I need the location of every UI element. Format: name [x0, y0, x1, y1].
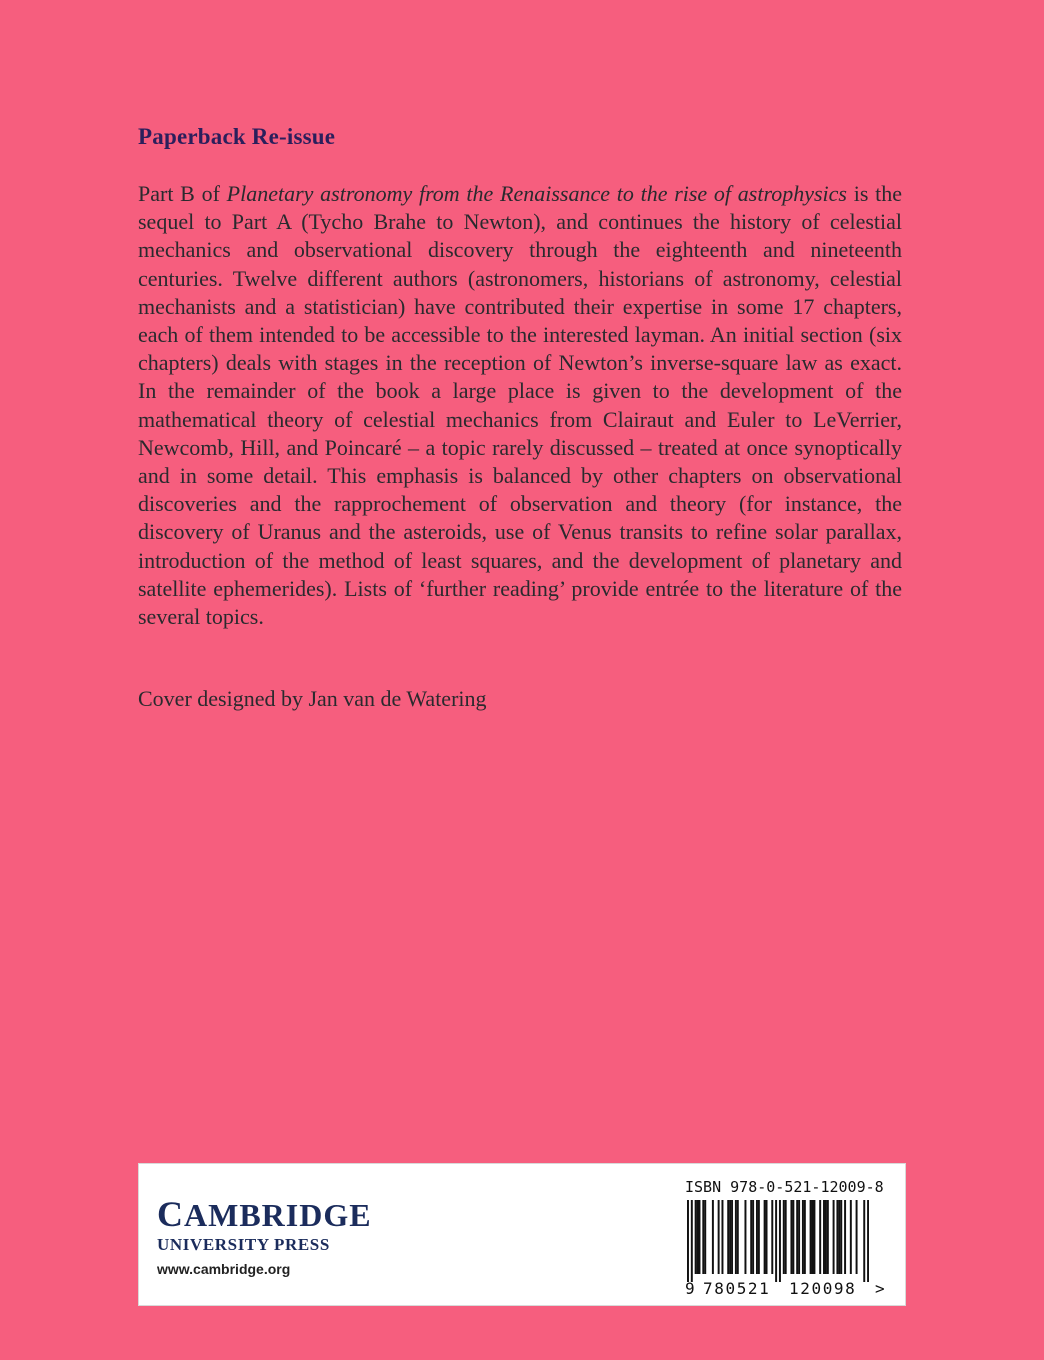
- publisher-logo: [157, 1194, 372, 1277]
- barcode-bar: [856, 1200, 858, 1274]
- description-body: is the sequel to Part A (Tycho Brahe to Newton), and continues the history of celestial mechanics and observational discovery through the eighteenth and nineteenth centuries. Twelve different authors (astronomers, historians of astronomy, celestial mechanists and a statistician) have contributed their expertise in some 17 chapters, each of them intended to be accessible to the interested layman. An initial section (six chapters) deals with stages in the reception of Newton’s inverse-square law as exact. In the remainder of the book a large place is given to the development of the mathematical theory of celestial mechanics from Clairaut and Euler to LeVerrier, Newcomb, Hill, and Poincaré – a topic rarely discussed – treated at once synoptically and in some detail. This emphasis is balanced by other chapters on observational discoveries and the rapprochement of observation and theory (for instance, the discovery of Uranus and the asteroids, use of Venus transits to refine solar parallax, introduction of the method of least squares, and the development of planetary and satellite ephemerides). Lists of ‘further reading’ provide entrée to the literature of the several topics.: [138, 181, 902, 630]
- barcode-digit-group-right: 120098: [789, 1279, 857, 1298]
- section-heading: Paperback Re-issue: [138, 124, 336, 149]
- barcode-bar: [804, 1200, 806, 1274]
- barcode-bar: [819, 1200, 821, 1274]
- barcode-bar: [691, 1200, 693, 1282]
- barcode-bar: [867, 1200, 869, 1282]
- barcode-bar: [771, 1200, 773, 1274]
- barcode-bar: [750, 1200, 752, 1274]
- barcode-digits: [685, 1279, 890, 1301]
- barcode-bar: [796, 1200, 798, 1274]
- cover-credit: Cover designed by Jan van de Watering: [138, 686, 487, 711]
- barcode-bar: [727, 1200, 729, 1274]
- publisher-url: www.cambridge.org: [157, 1261, 291, 1277]
- barcode-bar: [756, 1200, 758, 1274]
- barcode-bar: [752, 1200, 754, 1274]
- publisher-barcode-panel: [138, 1163, 906, 1306]
- barcode-bar: [844, 1200, 846, 1274]
- barcode-end-mark: >: [875, 1279, 885, 1298]
- barcode-bar: [863, 1200, 865, 1282]
- barcode-digit-lead: 9: [685, 1279, 695, 1298]
- barcode-bar: [712, 1200, 714, 1274]
- barcode-bar: [825, 1200, 827, 1274]
- barcode-bar: [779, 1200, 781, 1282]
- barcode-bar: [823, 1200, 825, 1274]
- barcode-bar: [687, 1200, 689, 1282]
- barcode-bar: [813, 1200, 815, 1274]
- barcode-bar: [766, 1200, 768, 1274]
- book-title: Planetary astronomy from the Renaissance to the rise of astrophysics: [226, 181, 847, 206]
- barcode-bar: [702, 1200, 704, 1274]
- barcode-bar: [744, 1200, 746, 1274]
- barcode-icon: [687, 1200, 869, 1282]
- barcode-bar: [698, 1200, 700, 1274]
- barcode-bar: [850, 1200, 852, 1274]
- barcode-bar: [827, 1200, 829, 1274]
- barcode-bar: [764, 1200, 766, 1274]
- barcode-bar: [775, 1200, 777, 1282]
- barcode-bar: [840, 1200, 842, 1274]
- barcode-bar: [792, 1200, 794, 1274]
- barcode-bar: [836, 1200, 838, 1274]
- barcode-bar: [731, 1200, 733, 1274]
- barcode-bar: [695, 1200, 697, 1274]
- barcode-bar: [737, 1200, 739, 1274]
- barcode-bar: [729, 1200, 731, 1274]
- description-paragraph: [138, 180, 902, 631]
- barcode-bar: [810, 1200, 812, 1274]
- barcode-bar: [783, 1200, 785, 1274]
- barcode-bar: [704, 1200, 706, 1274]
- barcode-digit-group-left: 780521: [703, 1279, 771, 1298]
- publisher-subname: UNIVERSITY PRESS: [157, 1235, 330, 1254]
- barcode-bar: [785, 1200, 787, 1274]
- barcode-bar: [697, 1200, 699, 1274]
- barcode-bar: [758, 1200, 760, 1274]
- barcode-bar: [718, 1200, 720, 1274]
- barcode-bar: [812, 1200, 814, 1274]
- isbn-label: ISBN 978-0-521-12009-8: [685, 1178, 884, 1196]
- barcode-bar: [790, 1200, 792, 1274]
- publisher-name: CAMBRIDGE: [157, 1194, 372, 1234]
- barcode-bar: [798, 1200, 800, 1274]
- barcode-bar: [721, 1200, 723, 1274]
- barcode-bar: [735, 1200, 737, 1274]
- barcode-bar: [802, 1200, 804, 1274]
- barcode-bar: [838, 1200, 840, 1274]
- barcode-bar: [833, 1200, 835, 1274]
- description-intro: Part B of: [138, 181, 227, 206]
